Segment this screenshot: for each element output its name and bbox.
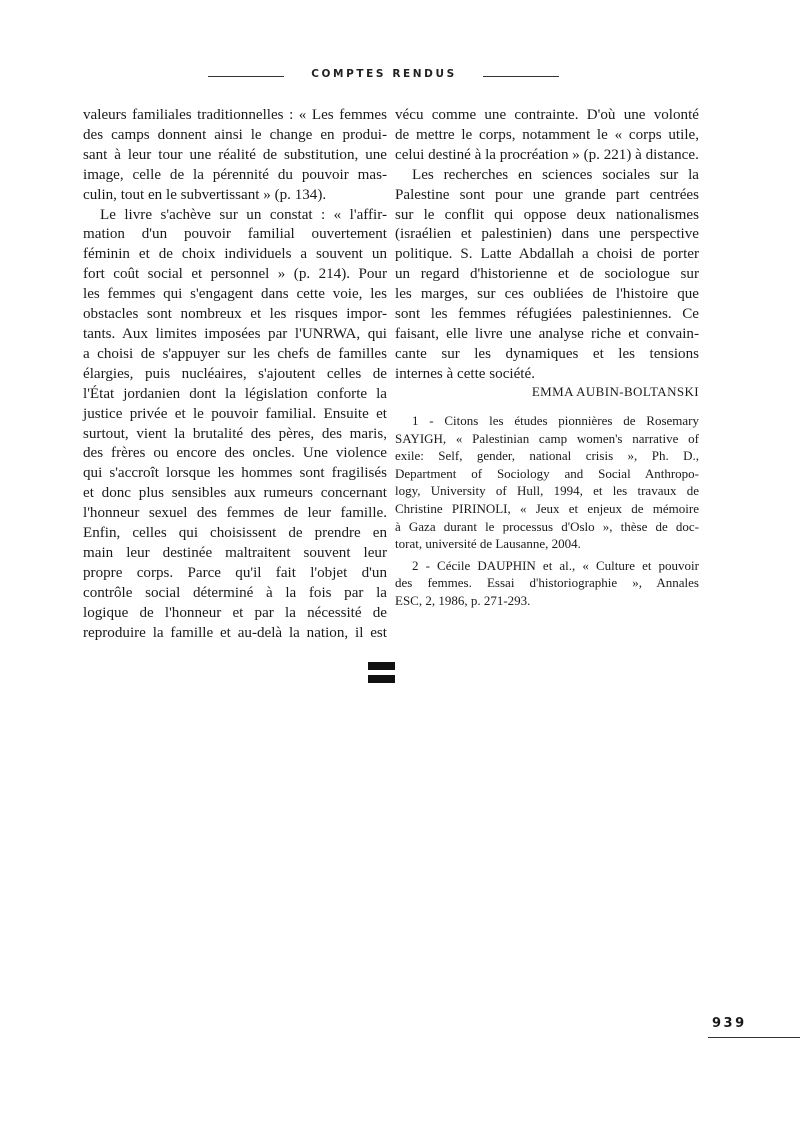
footnote-line: 1 - Citons les études pionnières de Rosemary (412, 413, 699, 428)
footnote-line: torat, université de Lausanne, 2004. (395, 536, 581, 552)
paragraph (83, 106, 387, 206)
text-line: qui s'accroît lorsque les hommes sont fragilisés (83, 465, 387, 482)
footnote-line: Christine PIRINOLI, « Jeux et enjeux de mémoire (395, 500, 699, 516)
footnote-line: SAYIGH, « Palestinian camp women's narrative of (395, 430, 699, 446)
text-line: sant à leur tour une réalité de substitution, une (83, 146, 387, 163)
text-line: contrôle social déterminé à la fois par la (83, 584, 387, 601)
section-title: COMPTES RENDUS (311, 68, 457, 80)
author-signature: EMMA AUBIN-BOLTANSKI (531, 384, 699, 399)
text-line: tants. Aux limites imposées par l'UNRWA, qui (83, 325, 387, 342)
right-column (395, 106, 699, 385)
text-line: Palestine sont pour une grande part centrées (395, 186, 699, 203)
paragraph (83, 206, 387, 644)
text-line: féminin et de choix individuels a souvent un (83, 246, 387, 263)
text-line: Le livre s'achève sur un constat : « l'affir- (100, 206, 387, 223)
paragraph (395, 106, 699, 166)
text-line: culin, tout en le subvertissant » (p. 134). (83, 186, 327, 203)
text-line: et donc plus sensibles aux rumeurs concernant (83, 485, 387, 502)
footnote-line: 2 - Cécile DAUPHIN et al., « Culture et pouvoir (412, 557, 699, 573)
text-line: sur le conflit qui oppose deux nationalismes (395, 206, 699, 223)
text-line: politique. S. Latte Abdallah a choisi de porter (395, 246, 699, 263)
footnote-line: ESC, 2, 1986, p. 271-293. (395, 592, 531, 608)
paragraph (395, 166, 699, 385)
text-line: élargies, puis nucléaires, s'ajoutent celles de (83, 365, 387, 382)
footnotes (395, 412, 699, 610)
text-line: Les recherches en sciences sociales sur la (412, 166, 699, 183)
footnote-line: Department of Sociology and Social Anthropo- (395, 465, 699, 481)
text-line: un regard d'historienne et de sociologue sur (395, 266, 699, 283)
text-line: mation d'un pouvoir familial ouvertement (83, 226, 387, 243)
text-line: celui destiné à la procréation » (p. 221) à distance. (395, 146, 699, 163)
left-column (83, 106, 387, 643)
text-line: des camps donnent ainsi le change en produi- (83, 126, 387, 143)
text-line: image, celle de la pérennité du pouvoir mas- (83, 166, 387, 183)
page-number: 939 (712, 1016, 747, 1031)
text-line: main leur destinée maltraitent souvent leur (83, 544, 387, 561)
text-line: (israélien et palestinien) dans une perspective (395, 226, 699, 243)
text-line: les femmes qui s'engagent dans cette voie, les (83, 286, 387, 303)
text-line: des frères ou encore des oncles. Une violence (83, 445, 387, 462)
text-line: vécu comme une contrainte. D'où une volonté (395, 107, 699, 123)
footnote-line: à Gaza durant le processus d'Oslo », thèse de doc- (395, 518, 699, 534)
footnote (395, 412, 699, 553)
page-number-rule (708, 1037, 800, 1038)
text-line: propre corps. Parce qu'il fait l'objet d'un (83, 564, 387, 581)
text-line: faisant, elle livre une analyse riche et convain- (395, 325, 699, 342)
text-line: l'honneur sexuel des femmes de leur famille. (83, 505, 387, 522)
text-line: internes à cette société. (395, 365, 535, 382)
text-line: logique de l'honneur et par la nécessité de (83, 604, 387, 621)
running-header (0, 68, 800, 86)
text-line: a choisi de s'appuyer sur les chefs de familles (83, 345, 387, 362)
text-line: obstacles sont nombreux et les risques impor- (83, 306, 387, 323)
text-line: sont les femmes réfugiées palestiniennes. Ce (395, 306, 699, 323)
footnote-line: logy, University of Hull, 1994, et les travaux de (395, 483, 699, 499)
end-of-article-mark (368, 662, 395, 683)
text-line: justice privée et le pouvoir familial. Ensuite et (83, 405, 387, 422)
text-line: l'État jordanien dont la législation conforte la (83, 385, 387, 402)
text-line: reproduire la famille et au-delà la nation, il est (83, 624, 387, 641)
text-line: les marges, sur ces oubliées de l'histoire que (395, 286, 699, 303)
header-rule-right (483, 76, 559, 77)
text-line: valeurs familiales traditionnelles : « Les femmes (83, 107, 387, 123)
footnote-line: des femmes. Essai d'historiographie », Annales (395, 575, 699, 591)
footnote-line: exile: Self, gender, national crisis », Ph. D., (395, 448, 699, 464)
text-line: surtout, vient la brutalité des pères, des maris, (83, 425, 387, 442)
header-rule-left (208, 76, 284, 77)
text-line: de mettre le corps, notamment le « corps utile, (395, 126, 699, 143)
footnote (395, 557, 699, 610)
text-line: fort coût social et personnel » (p. 214). Pour (83, 266, 387, 283)
text-line: Enfin, celles qui choisissent de prendre en (83, 525, 387, 542)
text-line: cante sur les dynamiques et les tensions (395, 345, 699, 362)
